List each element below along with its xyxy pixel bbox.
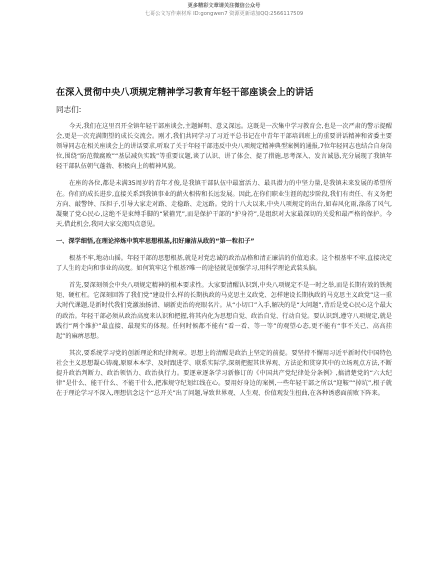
page-header (0, 2, 448, 18)
paragraph-2: 在座的各位,都是未满35周岁的青年才俊,是我镇干部队伍中最富活力、最具潜力的中坚力量,是我镇未来发展的希望所在。你们的成长进步,直接关系到我镇事业的薪火相传和长远发展。因此,在你们职业生涯的起步阶段,我们有责任、有义务把方向、敲警钟、压担子,引导大家走对路、走稳路、走远路。党的十八大以来,中央八项规定的出台,如春风化雨,涤荡了风气,凝聚了党心民心,这绝不是束缚手脚的“紧箍咒”,而是保护干部的“护身符”,是组织对大家最深切的关爱和最严格的保护。今天,借此机会,我同大家交流四点意见。 (56, 180, 392, 228)
section-heading-1: 一、深学细悟,在理论淬炼中筑牢思想根基,扣好廉洁从政的“第一粒扣子” (56, 237, 255, 245)
paragraph-3: 根基不牢,地动山摇。年轻干部的思想根基,就是对党忠诚的政治品格和清正廉洁的价值追求。这个根基牢不牢,直接决定了人生的走向和事业的高度。如何筑牢这个根基?唯一的途径就是加强学习,用科学理论武装头脑。 (56, 255, 392, 273)
header-line-1: 更多精彩文章请关注微信公众号 (187, 3, 261, 9)
paragraph-5: 其次,要系统学习党的创新理论和纪律规章。思想上的清醒是政治上坚定的前提。要坚持不懈用习近平新时代中国特色社会主义思想凝心铸魂,原原本本学、及时跟进学、联系实际学,深刻把握其世界观、方法论和贯穿其中的立场观点方法,不断提升政治判断力、政治领悟力、政治执行力。要逐章逐条学习新修订的《中国共产党纪律处分条例》,搞清楚党的“六大纪律”是什么、能干什么、不能干什么,把准规守纪划红线在心。要用好身边的案例,一些年轻干部之所以“迎鞍”“掉坑”,根子就在于理论学习不深入,理想信念这个“总开关”出了问题,导致世界观、人生观、价值观发生扭曲,在各种诱惑面前败下阵来。 (56, 349, 392, 398)
document-title: 在深入贯彻中央八项规定精神学习教育年轻干部座谈会上的讲话 (56, 88, 314, 98)
salutation: 同志们: (56, 105, 82, 114)
header-line-2: 七哥公文写作素材库 ID:gongwen7 资源更新请加QQ:2566117509 (144, 11, 304, 17)
paragraph-1: 今天,我们在这里召开全镇年轻干部座谈会,主题鲜明、意义深远。这既是一次集中学习教育会,也是一次严肃的警示提醒会,更是一次充满期望的成长交流会。刚才,我们共同学习了习近平总书记在中青年干部培训班上的重要讲话精神和省委主要领导同志在相关座谈会上的讲话要求,听取了关于年轻干部违反中央八项规定精神典型案例的通报,7位年轻同志也结合自身岗位,围绕“防范微腐败”“基层减负实践”等重要议题,谈了认识、讲了体会、提了措施,思考深入、发言诚恳,充分展现了我镇年轻干部队伍朝气蓬勃、积极向上的精神风貌。 (56, 123, 392, 171)
document-body (56, 122, 392, 406)
paragraph-4: 首先,要深刻领会中央八项规定精神的根本要求性。大家要清醒认识到,中央八项规定不是一时之举,而是长期有效的铁规矩、硬杠杠。它深刻回答了我们党“建设什么样的长期执政的马克思主义政党、怎样建设长期执政的马克思主义政党”这一重大时代课题,是新时代我们党激浊扬清、刷新吏治的亮眼名片。从“小切口”入手,解决的是“大问题”,背后是党心民心这个最大的政治。年轻干部必须从政治高度来认识和把握,将其内化为思想自觉、政治自觉、行动自觉。要认识到,遵守八项规定,就是践行“两个维护”最直接、最现实的体现。任何时候都不能有“看一看、等一等”的观望心态,更不能有“事不关己、高高挂起”的麻痹思想。 (56, 282, 392, 340)
